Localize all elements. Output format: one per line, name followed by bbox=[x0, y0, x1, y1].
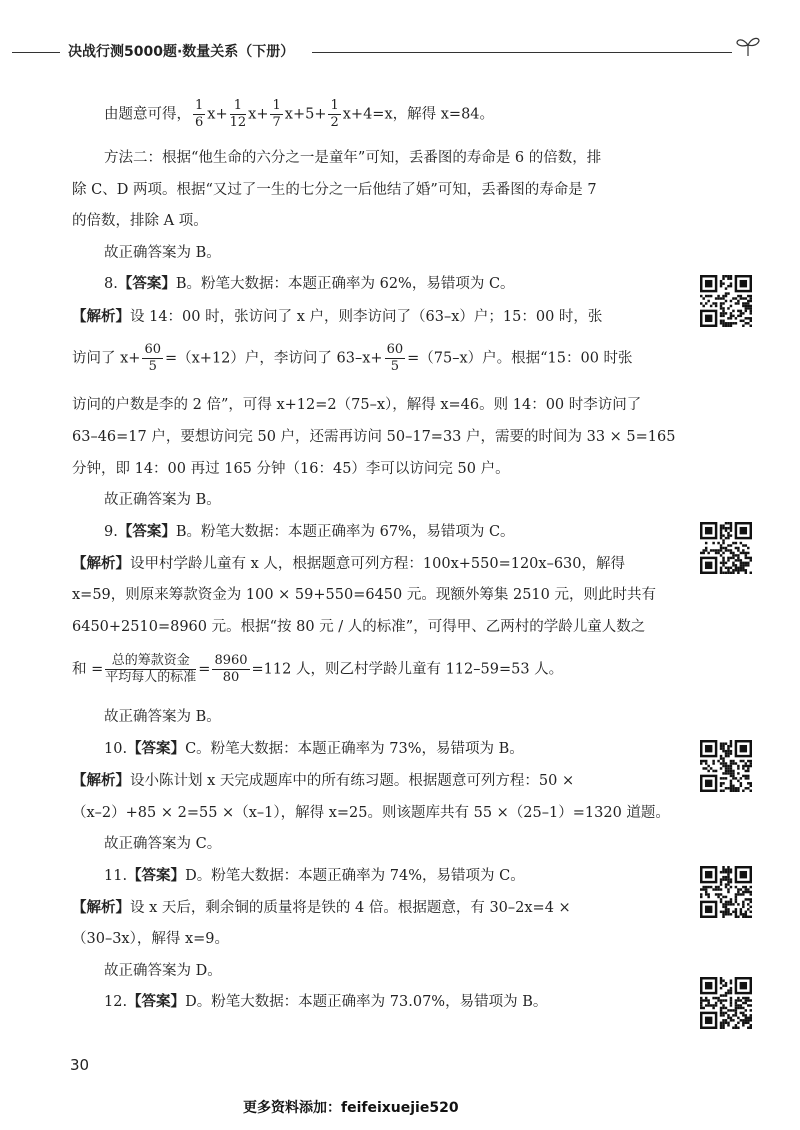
page-number: 30 bbox=[70, 1056, 90, 1074]
qr-code-icon[interactable] bbox=[700, 740, 752, 792]
qr-code-icon[interactable] bbox=[700, 275, 752, 327]
fraction bbox=[212, 653, 249, 686]
denominator: 5 bbox=[390, 359, 399, 374]
q8-explanation-line2 bbox=[72, 342, 633, 375]
text: = bbox=[198, 661, 211, 678]
text: 设 14：00 时，张访问了 x 户，则李访问了（63–x）户；15：00 时，张 bbox=[130, 309, 603, 325]
q7-method2-line2: 除 C、D 两项。根据“又过了一生的七分之一后他结了婚”可知，丢番图的寿命是 7 bbox=[72, 182, 597, 198]
answer-text: C。粉笔大数据：本题正确率为 73%，易错项为 B。 bbox=[185, 741, 524, 757]
q10-explanation-line1 bbox=[72, 771, 574, 791]
text: 访问了 x+ bbox=[72, 350, 141, 367]
q11-conclusion: 故正确答案为 D。 bbox=[104, 963, 222, 979]
numerator: 1 bbox=[195, 98, 204, 113]
fraction bbox=[270, 98, 282, 131]
question-number: 8. bbox=[104, 276, 118, 292]
text: 设 x 天后，剩余铜的质量将是铁的 4 倍。根据题意，有 30–2x=4 × bbox=[130, 900, 571, 916]
denominator: 平均每人的标准 bbox=[105, 670, 197, 685]
answer-text: D。粉笔大数据：本题正确率为 74%，易错项为 C。 bbox=[185, 868, 525, 884]
q9-explanation-line3: 6450+2510=8960 元。根据“按 80 元 / 人的标准”，可得甲、乙两村的学龄儿童人数之 bbox=[72, 619, 646, 635]
fraction bbox=[385, 342, 406, 375]
question-number: 11. bbox=[104, 868, 128, 884]
explanation-tag: 【解析】 bbox=[72, 773, 130, 789]
q7-conclusion: 故正确答案为 B。 bbox=[104, 245, 221, 261]
q9-conclusion: 故正确答案为 B。 bbox=[104, 709, 221, 725]
q11-answer-line bbox=[104, 866, 525, 886]
text: 由题意可得， bbox=[104, 106, 191, 123]
answer-tag: 【答案】 bbox=[117, 276, 176, 292]
q8-explanation-line1 bbox=[72, 307, 602, 327]
denominator: 5 bbox=[148, 359, 157, 374]
answer-text: B。粉笔大数据：本题正确率为 67%，易错项为 C。 bbox=[175, 524, 515, 540]
explanation-tag: 【解析】 bbox=[72, 900, 130, 916]
numerator: 1 bbox=[230, 98, 247, 115]
explanation-tag: 【解析】 bbox=[72, 556, 130, 572]
numerator: 1 bbox=[272, 98, 281, 113]
qr-code-icon[interactable] bbox=[700, 977, 752, 1029]
text: =112 人，则乙村学龄儿童有 112–59=53 人。 bbox=[251, 661, 564, 678]
q7-method2-line3: 的倍数，排除 A 项。 bbox=[72, 213, 208, 229]
question-number: 10. bbox=[104, 741, 128, 757]
q11-explanation-line2: （30–3x），解得 x=9。 bbox=[72, 931, 230, 947]
answer-text: D。粉笔大数据：本题正确率为 73.07%，易错项为 B。 bbox=[185, 994, 548, 1010]
text: x+ bbox=[207, 106, 228, 123]
numerator: 1 bbox=[330, 98, 339, 113]
q12-answer-line bbox=[104, 992, 547, 1012]
fraction bbox=[193, 98, 205, 131]
qr-code-icon[interactable] bbox=[700, 522, 752, 574]
q9-explanation-line4 bbox=[72, 653, 563, 686]
q9-explanation-line2: x=59，则原来筹款资金为 100 × 59+550=6450 元。现额外筹集 2510 元，则此时共有 bbox=[72, 587, 656, 603]
q11-explanation-line1 bbox=[72, 898, 571, 918]
fraction bbox=[328, 98, 340, 131]
running-header-title: 决战行测5000题·数量关系（下册） bbox=[68, 44, 295, 60]
text: 和 = bbox=[72, 661, 104, 678]
denominator: 6 bbox=[195, 115, 204, 130]
answer-tag: 【答案】 bbox=[127, 741, 186, 757]
text: x+4=x，解得 x=84。 bbox=[342, 106, 495, 123]
numerator: 总的筹款资金 bbox=[105, 653, 196, 670]
q10-explanation-line2: （x–2）+85 × 2=55 ×（x–1），解得 x=25。则该题库共有 55 ×（25–1）=1320 道题。 bbox=[72, 805, 670, 821]
q8-explanation-line4: 63–46=17 户，要想访问完 50 户，还需再访问 50–17=33 户，需要的时间为 33 × 5=165 bbox=[72, 429, 676, 445]
text: 设小陈计划 x 天完成题库中的所有练习题。根据题意可列方程：50 × bbox=[130, 773, 575, 789]
qr-code-icon[interactable] bbox=[700, 866, 752, 918]
text: x+5+ bbox=[284, 106, 327, 123]
header-rule-left bbox=[12, 52, 60, 53]
fraction bbox=[230, 98, 247, 131]
answer-tag: 【答案】 bbox=[127, 994, 186, 1010]
denominator: 2 bbox=[330, 115, 339, 130]
text: =（x+12）户，李访问了 63–x+ bbox=[164, 350, 383, 367]
sprout-icon bbox=[735, 34, 761, 58]
numerator: 60 bbox=[386, 342, 404, 357]
answer-text: B。粉笔大数据：本题正确率为 62%，易错项为 C。 bbox=[175, 276, 515, 292]
q10-conclusion: 故正确答案为 C。 bbox=[104, 836, 222, 852]
question-number: 9. bbox=[104, 524, 118, 540]
answer-tag: 【答案】 bbox=[117, 524, 176, 540]
answer-tag: 【答案】 bbox=[127, 868, 186, 884]
denominator: 12 bbox=[229, 115, 247, 130]
q8-conclusion: 故正确答案为 B。 bbox=[104, 492, 221, 508]
q7-method2-line1: 方法二：根据“他生命的六分之一是童年”可知，丢番图的寿命是 6 的倍数，排 bbox=[104, 150, 602, 166]
q7-equation-line bbox=[104, 98, 494, 131]
q10-answer-line bbox=[104, 739, 524, 759]
denominator: 80 bbox=[222, 670, 240, 685]
fraction bbox=[105, 653, 196, 686]
explanation-tag: 【解析】 bbox=[72, 309, 130, 325]
denominator: 7 bbox=[272, 115, 281, 130]
footer-note: 更多资料添加：feifeixuejie520 bbox=[243, 1100, 459, 1116]
q8-explanation-line3: 访问的户数是李的 2 倍”，可得 x+12=2（75–x），解得 x=46。则 14：00 时李访问了 bbox=[72, 397, 642, 413]
question-number: 12. bbox=[104, 994, 128, 1010]
numerator: 8960 bbox=[214, 653, 248, 668]
q8-answer-line bbox=[104, 274, 515, 294]
text: =（75–x）户。根据“15：00 时张 bbox=[407, 350, 633, 367]
fraction bbox=[142, 342, 163, 375]
header-rule-right bbox=[312, 52, 732, 53]
text: 设甲村学龄儿童有 x 人，根据题意可列方程：100x+550=120x–630，解得 bbox=[130, 556, 626, 572]
numerator: 60 bbox=[144, 342, 161, 357]
text: x+ bbox=[248, 106, 269, 123]
q9-explanation-line1 bbox=[72, 554, 625, 574]
q9-answer-line bbox=[104, 522, 515, 542]
q8-explanation-line5: 分钟，即 14：00 再过 165 分钟（16：45）李可以访问完 50 户。 bbox=[72, 461, 510, 477]
